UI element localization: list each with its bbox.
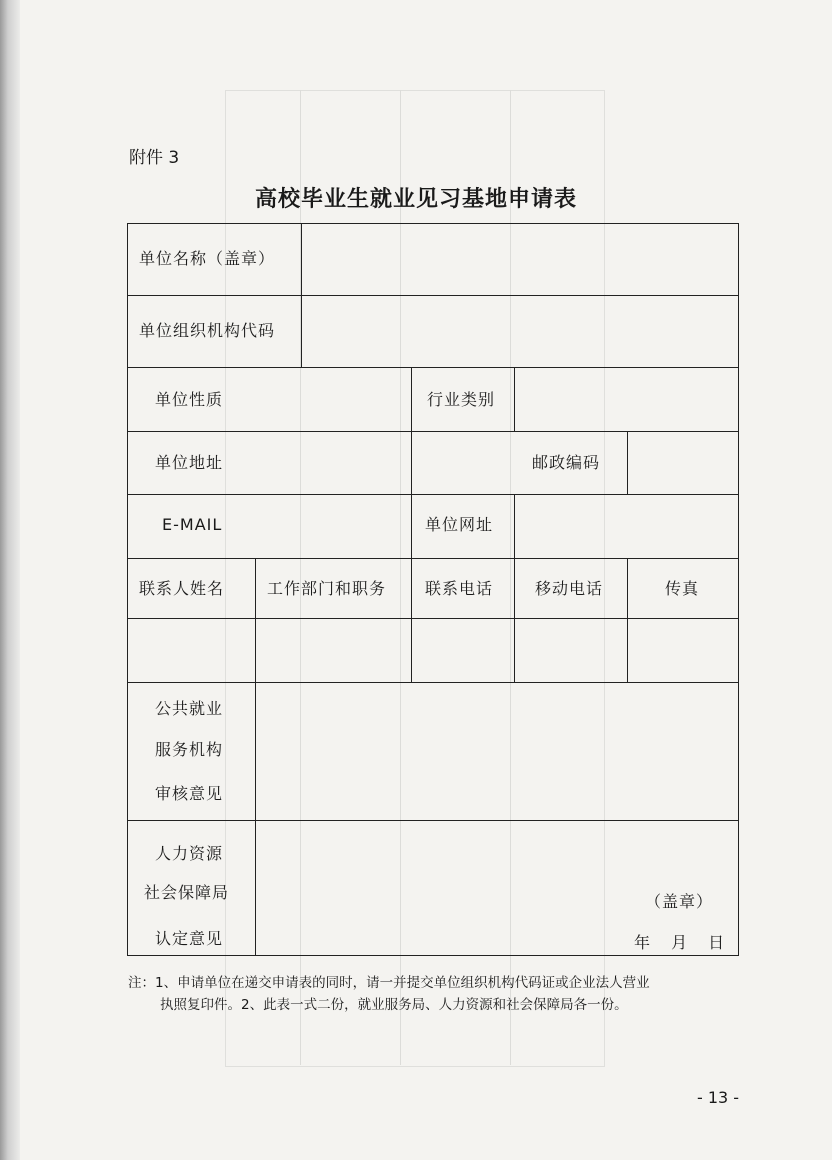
postcode-label: 邮政编码 <box>532 453 601 472</box>
dept-position-field[interactable] <box>257 620 409 681</box>
col-divider <box>627 558 628 682</box>
application-form-table <box>127 223 739 956</box>
footnote <box>128 972 743 1016</box>
unit-nature-label: 单位性质 <box>155 390 224 409</box>
phone-field[interactable] <box>413 620 512 681</box>
phone-label: 联系电话 <box>425 579 494 598</box>
hr-bureau-label-2: 社会保障局 <box>144 883 230 902</box>
col-divider <box>411 558 412 682</box>
public-employment-label-2: 服务机构 <box>155 740 224 759</box>
email-label: E-MAIL <box>162 515 223 534</box>
industry-label: 行业类别 <box>427 390 496 409</box>
address-label: 单位地址 <box>155 453 224 472</box>
org-code-field[interactable] <box>303 297 736 366</box>
mobile-label: 移动电话 <box>535 579 604 598</box>
date-text: 年 月 日 <box>634 933 726 952</box>
row-divider <box>127 820 739 821</box>
attachment-label: 附件 3 <box>129 148 180 168</box>
public-employment-label-1: 公共就业 <box>155 699 224 718</box>
row-divider <box>127 295 739 296</box>
unit-name-label: 单位名称（盖章） <box>139 249 276 268</box>
col-divider <box>514 367 515 431</box>
page-number: - 13 - <box>697 1088 740 1107</box>
scan-page-edge <box>0 0 20 1160</box>
public-employment-label-3: 审核意见 <box>155 784 224 803</box>
col-divider <box>255 558 256 956</box>
row-divider <box>127 682 739 683</box>
row-divider <box>127 367 739 368</box>
form-title: 高校毕业生就业见习基地申请表 <box>254 186 577 212</box>
col-divider <box>514 494 515 682</box>
footnote-line-2: 执照复印件。2、此表一式二份，就业服务局、人力资源和社会保障局各一份。 <box>160 997 628 1013</box>
col-divider <box>301 223 302 367</box>
fax-label: 传真 <box>665 579 700 598</box>
mobile-field[interactable] <box>516 620 625 681</box>
hr-bureau-label-1: 人力资源 <box>155 844 224 863</box>
hr-bureau-label-3: 认定意见 <box>155 929 224 948</box>
footnote-line-1: 注：1、申请单位在递交申请表的同时，请一并提交单位组织机构代码证或企业法人营业 <box>128 975 650 991</box>
seal-text: （盖章） <box>645 892 714 911</box>
dept-position-label: 工作部门和职务 <box>267 579 387 598</box>
website-label: 单位网址 <box>425 515 494 534</box>
address-field[interactable] <box>303 433 625 493</box>
row-divider <box>127 618 739 619</box>
row-divider <box>127 558 739 559</box>
hr-bureau-opinion-field[interactable] <box>257 822 736 954</box>
email-field[interactable] <box>303 496 409 557</box>
unit-nature-field[interactable] <box>303 369 409 430</box>
industry-field[interactable] <box>516 369 736 430</box>
row-divider <box>127 494 739 495</box>
contact-name-label: 联系人姓名 <box>139 579 225 598</box>
public-employment-opinion-field[interactable] <box>257 684 736 818</box>
col-divider <box>627 431 628 494</box>
unit-name-field[interactable] <box>303 225 736 294</box>
website-field[interactable] <box>516 496 736 557</box>
contact-name-field[interactable] <box>129 620 253 681</box>
row-divider <box>127 431 739 432</box>
org-code-label: 单位组织机构代码 <box>139 321 276 340</box>
fax-field[interactable] <box>629 620 736 681</box>
